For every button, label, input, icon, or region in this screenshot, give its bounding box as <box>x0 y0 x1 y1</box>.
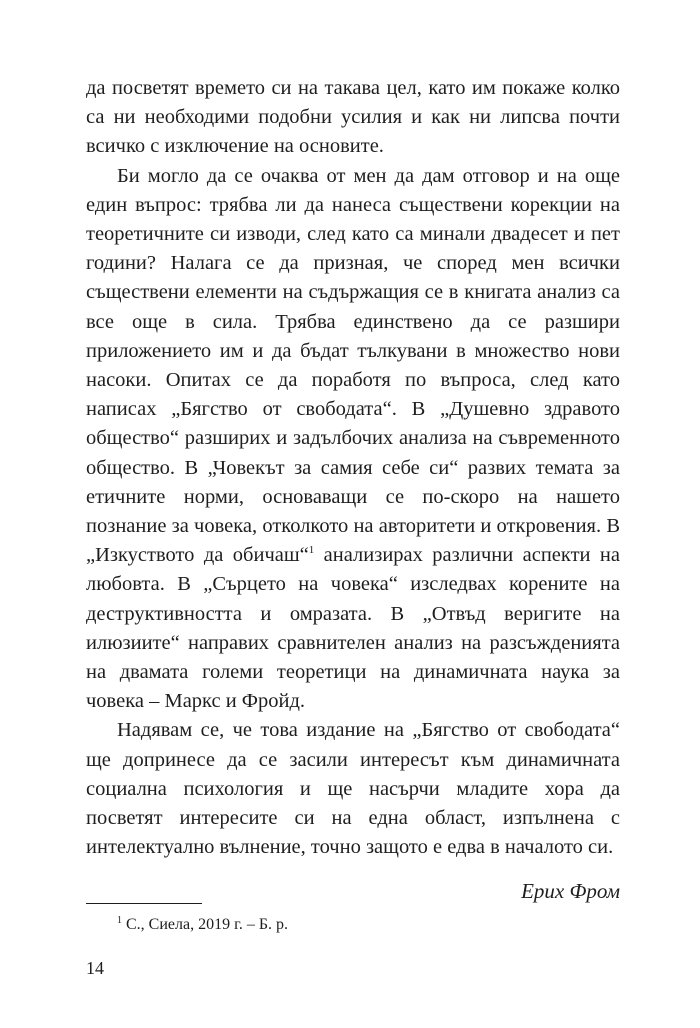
paragraph-2 <box>86 162 620 717</box>
footnote <box>117 915 288 935</box>
paragraph-2-text-continued: анализирах различни аспекти на любовта. В „Сърцето на човека“ изследвах корените на деструктивността и омразата. В „Отвъд веригите на илюзиите“ направих сравнителен анализ на разсъжденията на двамата големи теоретици на динамичната наука за човека – Маркс и Фройд. <box>86 544 620 713</box>
paragraph-1: да посветят времето си на такава цел, като им покаже колко са ни необходими подобни усилия и как ни липсва почти всичко с изключение на основите. <box>86 77 620 158</box>
footnote-divider <box>86 903 202 904</box>
paragraph-2-text: Би могло да се очаква от мен да дам отговор и на още един въпрос: трябва ли да нанеса съществени корекции на теоретичните си изводи, след като са минали двадесет и пет години? Налага се да призная, че според мен всички съществени елементи на съдържащия се в книгата анализ са все още в сила. Трябва единствено да се разшири приложението им и да бъдат тълкувани в множество нови насоки. Опитах се да поработя по въпроса, след като написах „Бягство от свободата“. В „Душевно здравото общество“ разширих и задълбочих анализа на съвременното общество. В „Човекът за самия себе си“ развих темата за етичните норми, основаващи се по-скоро на нашето познание за човека, отколкото на авторитети и откровения. В „Изкуството да обичаш“ <box>86 164 620 567</box>
page-number: 14 <box>86 958 104 978</box>
author-signature: Ерих Фром <box>521 879 620 904</box>
footnote-reference: 1 <box>308 544 315 557</box>
page-body <box>86 74 620 906</box>
footnote-text: С., Сиела, 2019 г. – Б. р. <box>122 916 289 933</box>
footnote-mark: 1 <box>117 915 122 926</box>
paragraph-3: Надявам се, че това издание на „Бягство от свободата“ ще допринесе да се засили интересът към динамичната социална психология и ще насърчи младите хора да посветят интересите си на една област, изпълнена с интелектуално вълнение, точно защото е едва в началото си. <box>86 719 620 859</box>
